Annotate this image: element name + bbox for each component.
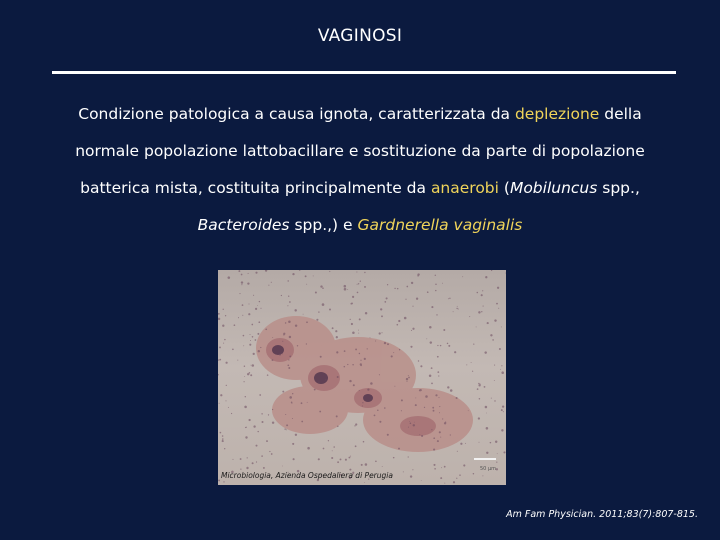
highlight-gardnerella: Gardnerella vaginalis bbox=[357, 216, 523, 234]
citation: Am Fam Physician. 2011;83(7):807-815. bbox=[506, 509, 698, 520]
image-credit: Microbiologia, Azienda Ospedaliera di Perugia bbox=[221, 471, 393, 480]
highlight-anaerobi: anaerobi bbox=[430, 179, 499, 197]
stained-cells-graphic bbox=[218, 270, 506, 485]
text-segment: spp.,) e bbox=[289, 216, 358, 234]
scale-bar bbox=[474, 458, 496, 460]
text-segment: Condizione patologica a causa ignota, caratterizzata da bbox=[78, 105, 515, 123]
title-divider bbox=[52, 71, 676, 74]
slide-title: VAGINOSI bbox=[317, 26, 403, 46]
microscopy-image bbox=[218, 270, 506, 485]
italic-mobiluncus: Mobiluncus bbox=[509, 179, 598, 197]
definition-paragraph bbox=[60, 96, 660, 244]
text-segment: spp., bbox=[597, 179, 640, 197]
italic-bacteroides: Bacteroides bbox=[197, 216, 290, 234]
highlight-deplezione: deplezione bbox=[514, 105, 600, 123]
scale-label: 50 µm bbox=[480, 466, 497, 472]
text-segment: della normale popolazione lattobacillare e sostituzione da parte di popolazione batterica mista, costituita principalmente da bbox=[75, 105, 645, 197]
text-segment: ( bbox=[498, 179, 510, 197]
